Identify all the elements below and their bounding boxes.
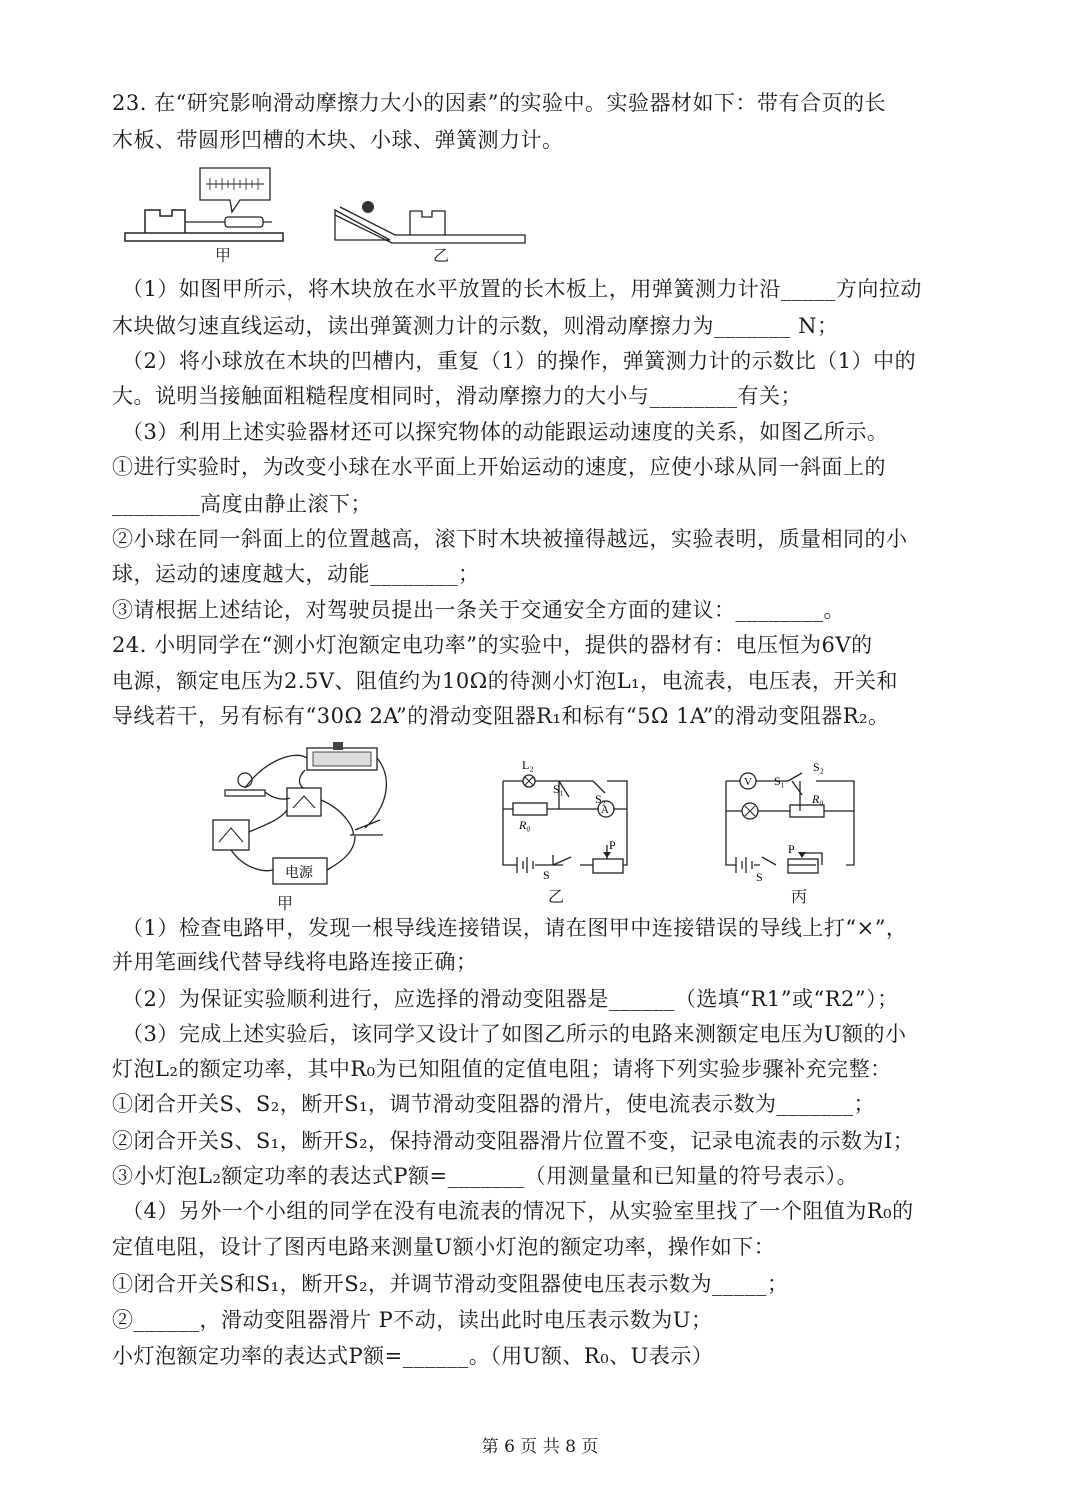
label-s: S	[543, 868, 550, 882]
page-footer: 第 6 页 共 8 页	[481, 1437, 599, 1457]
label-s1: S₁	[553, 782, 564, 796]
q23-part-2b: 大。说明当接触面粗糙程度相同时，滑动摩擦力的大小与________有关；	[112, 384, 802, 408]
q23-stem-line-2: 木板、带圆形凹槽的木块、小球、弹簧测力计。	[112, 128, 564, 152]
q24-part-4a: （4）另外一个小组的同学在没有电流表的情况下，从实验室里找了一个阻值为R₀的	[122, 1199, 914, 1223]
q24-part-1b: 并用笔画线代替导线将电路连接正确；	[112, 950, 478, 974]
q23-part-3-1b: ________高度由静止滚下；	[112, 492, 372, 516]
q24-part-4-1: ①闭合开关S和S₁，断开S₂，并调节滑动变阻器使电压表示数为_____；	[112, 1272, 789, 1296]
q24-part-3-3: ③小灯泡L₂额定功率的表达式P额=_______（用测量量和已知量的符号表示）。	[112, 1164, 859, 1188]
q24-stem-line-3: 导线若干，另有标有“30Ω 2A”的滑动变阻器R₁和标有“5Ω 1A”的滑动变阻器R₂。	[112, 704, 890, 728]
figure-23-yi	[330, 195, 530, 250]
figure-24-bing-caption: 丙	[791, 887, 808, 906]
q24-part-3b: 灯泡L₂的额定功率，其中R₀为已知阻值的定值电阻；请将下列实验步骤补充完整：	[112, 1057, 892, 1081]
q24-part-4-2: ②______，滑动变阻器滑片 P不动，读出此时电压表示数为U；	[112, 1308, 713, 1332]
svg-text:电源: 电源	[285, 866, 313, 881]
q23-part-1a: （1）如图甲所示，将木块放在水平放置的长木板上，用弹簧测力计沿_____方向拉动	[122, 277, 922, 301]
q23-part-3-1a: ①进行实验时，为改变小球在水平面上开始运动的速度，应使小球从同一斜面上的	[112, 455, 886, 479]
label-r0: R₀	[519, 818, 531, 832]
figure-24-yi	[495, 757, 635, 882]
label-ammeter: A	[601, 804, 609, 816]
figure-24-bing	[718, 757, 863, 882]
q24-part-3a: （3）完成上述实验后，该同学又设计了如图乙所示的电路来测额定电压为U额的小	[122, 1022, 907, 1046]
label-p: P	[609, 838, 616, 852]
figure-24-jia-caption: 甲	[277, 894, 294, 913]
label-voltmeter: V	[744, 776, 752, 788]
label-p-bing: P	[788, 842, 795, 856]
figure-23-jia-caption: 甲	[215, 246, 232, 265]
q23-part-1b: 木块做匀速直线运动，读出弹簧测力计的示数，则滑动摩擦力为_______ N；	[112, 314, 839, 338]
q24-stem-line-2: 电源，额定电压为2.5V、阻值约为10Ω的待测小灯泡L₁，电流表，电压表，开关和	[112, 669, 899, 693]
label-s-bing: S	[756, 870, 763, 884]
figure-24-yi-caption: 乙	[548, 887, 565, 906]
q23-part-3-3: ③请根据上述结论，对驾驶员提出一条关于交通安全方面的建议：________。	[112, 598, 845, 622]
q23-part-2a: （2）将小球放在木块的凹槽内，重复（1）的操作，弹簧测力计的示数比（1）中的	[122, 349, 917, 373]
q24-part-1a: （1）检查电路甲，发现一根导线连接错误，请在图甲中连接错误的导线上打“×”，	[122, 916, 908, 940]
figure-24-jia	[205, 740, 395, 890]
q23-part-3: （3）利用上述实验器材还可以探究物体的动能跟运动速度的关系，如图乙所示。	[122, 420, 889, 444]
q24-part-4-expr: 小灯泡额定功率的表达式P额=______。（用U额、R₀、U表示）	[112, 1344, 714, 1368]
q24-part-2: （2）为保证实验顺利进行，应选择的滑动变阻器是______（选填“R1”或“R2”）；	[122, 987, 899, 1011]
q23-part-3-2a: ②小球在同一斜面上的位置越高，滚下时木块被撞得越远，实验表明，质量相同的小	[112, 527, 908, 551]
label-l2: L₂	[522, 758, 534, 772]
q23-part-3-2b: 球，运动的速度越大，动能________；	[112, 562, 480, 586]
q24-stem-line-1: 24. 小明同学在“测小灯泡额定电功率”的实验中，提供的器材有：电压恒为6V的	[112, 633, 873, 657]
q24-part-4b: 定值电阻，设计了图丙电路来测量U额小灯泡的额定功率，操作如下：	[112, 1235, 776, 1259]
label-r0-bing: R₀	[812, 792, 824, 806]
label-s2: S₂	[595, 792, 606, 806]
q24-part-3-2: ②闭合开关S、S₁，断开S₂，保持滑动变阻器滑片位置不变，记录电流表的示数为I；	[112, 1129, 915, 1153]
figure-23-yi-caption: 乙	[433, 246, 450, 265]
figure-23-jia	[120, 160, 290, 255]
q23-stem-line-1: 23. 在“研究影响滑动摩擦力大小的因素”的实验中。实验器材如下：带有合页的长	[112, 91, 887, 115]
label-s1-bing: S₁	[774, 774, 785, 788]
label-s2-bing: S₂	[813, 760, 824, 774]
q24-part-3-1: ①闭合开关S、S₂，断开S₁，调节滑动变阻器的滑片，使电流表示数为_______；	[112, 1092, 875, 1116]
